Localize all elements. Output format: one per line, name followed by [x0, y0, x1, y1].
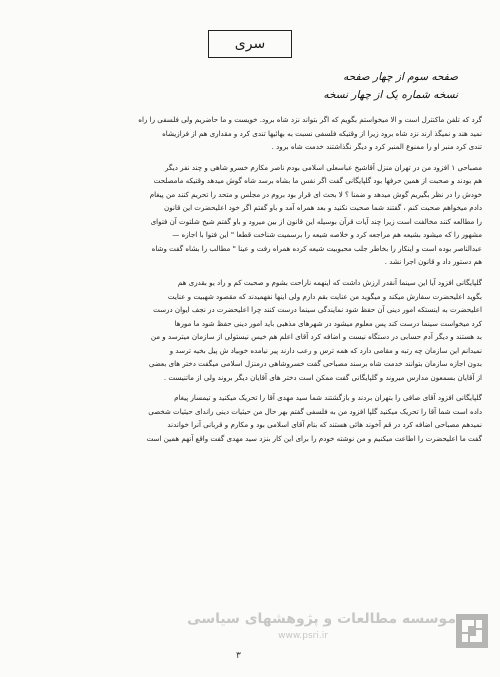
text-line: عبدالناصر بوده است و اینکار را بخاطر جلب محبوبیت شیعه کرده همراه رفت و عینا " مطالب را بشاه گفت وشاه — [151, 243, 482, 253]
paragraph — [18, 276, 482, 384]
text-line: مشهور را که میشود بشیعه هم مراجعه کرد و خلاصه شیعه را برسمیت شناخت قطعا " این فتوا با اجازه — — [172, 230, 482, 240]
text-line: خودش را در نظر بگیریم گوش میدهد و ضمنا ؟ لا بحث ای قرار بود بروم در مجلس و متحد را تحریم کنند من پیغام — [149, 189, 482, 199]
text-line: از آقایان بسمعون مدارس میروند و گلپایگانی گفت ممکن است دختر های آقایان دیگر بروند ولی از ماتنیست . — [163, 372, 482, 382]
watermark-url: www.psri.ir — [278, 631, 328, 641]
paragraph — [18, 113, 482, 154]
logo-icon — [456, 614, 488, 648]
text-line: تندی کرد منبر او را ممنوع المنبر کرد و دیگر نگذاشتند خدمت شاه برود . — [271, 142, 482, 152]
handwritten-page-note: صفحه سوم از چهار صفحه — [343, 71, 458, 83]
text-line: داده است شما آقا را تحریک میکنید گلپا افزود من به فلسفی گفتم بهر حال من حیثیات دینی راندای حیثیات شخصی — [148, 406, 482, 416]
watermark — [150, 608, 456, 656]
handwritten-copy-note: نسخه شماره یک از چهار نسخه — [323, 89, 458, 101]
text-line: مصباحی ۱ افزود من در تهران منزل آقاشیخ عباسعلی اسلامی بودم ناصر مکارم خسرو شاهی و چند نفر دیگر — [164, 162, 482, 172]
paragraph — [18, 161, 482, 269]
text-line: کرد میخواست سینما درست کند پس معلوم میشود در شهرهای مذهبی باید امور دینی حفظ شود ما مورها — [174, 318, 482, 328]
text-line: را مطالعه کنند مخالفت است زیرا چند آیات قرآن بوسیله این قانون از بین میرود و باو گفتم شیخ شلتوت آن فتوای — [150, 216, 482, 226]
page-number: ۳ — [236, 651, 241, 661]
text-line: دادم میخواهم صحبت کنم ، گفتند شما صحبت نکنید و بعد همراه آمد و باو گفتم اگر خود اعلیحضرت این قانون — [164, 203, 482, 213]
text-line: گرد که تلفن ماکنترل است و الا میخواستم بگویم که اگر بتواند نزد شاه برود. خویست و ما حاضریم ولی فلسفی را راه — [138, 115, 482, 124]
text-line: گلپایگانی افزود آیا این سینما آنقدر ارزش داشت که اینهمه ناراحت بشوم و صحبت کم و راد یو بقدری هم — [177, 278, 482, 288]
text-line: بد هستند و دیگر آدم حسابی در دستگاه نیست و اضافه کرد آقای اعلم هم خیس نیستولی از سازمان میترسد و من — [150, 332, 482, 342]
classification-stamp — [208, 30, 292, 58]
text-line: نمیدهم مصباحی اضافه کرد در قم آخوند هائی هستند که بنام آقای اسلامی بود و مکارم و قربانی آنرا خواندند — [167, 420, 482, 430]
classification-label: سری — [234, 36, 266, 52]
paragraph — [18, 391, 482, 445]
text-line: بدون اجازه سازمان بتوانند خدمت شاه برسند مصباحی گفت خسروشاهی درمنزل اسلامی میگفت دختر های بعضی — [148, 359, 482, 369]
watermark-title: موسسه مطالعات و پژوهشهای سیاسی — [187, 611, 456, 627]
text-line: هم بودند و صحبت از همین حرفها بود گلپایگانی گفت اگر نفس ما بشاه برسد شاه گوش میدهد وقتیکه مامصلحت — [153, 176, 482, 186]
text-line: نمید هند و نمیگذ ارند نزد شاه برود زیرا از وقتیکه فلسفی نسبت به بهائیها تندی کرد و مقداری هم از فرازیشاه — [162, 128, 482, 138]
text-line: اعلیحضرت به اینستکه امور دینی آن حفظ شود نمایندگی سینما درست کنند چرا اعلیحضرت در نجف ایوان درست — [153, 305, 482, 315]
text-line: گفت ما اعلیحضرت را اطاعت میکنیم و من نوشته خودم را برای این کار بنزد سید مهدی گفت واقع آنهم همین است — [146, 434, 482, 444]
text-line: نمیدانم این سازمان چه رتبه و مقامی دارد که همه ترس و رعب دارند پیر نیامده خوبیاد ش پیل بخیه ترسد و — [169, 345, 482, 355]
text-line: بگوید اعلیحضرت سفارش میکند و میگوید من عنایت بقم دارم ولی اینها نفهمیدند که مقصود شهبیت و عنایت — [167, 291, 482, 301]
document-body — [18, 113, 482, 446]
text-line: هم دستور داد و قانون اجرا نشد . — [384, 257, 482, 267]
text-line: گلپایگانی افزود آقای صافی را بتهران بردند و بازگشتند شما سید مهدی آقا را تحریک میکنید و تیمسار پیغام — [174, 393, 482, 403]
